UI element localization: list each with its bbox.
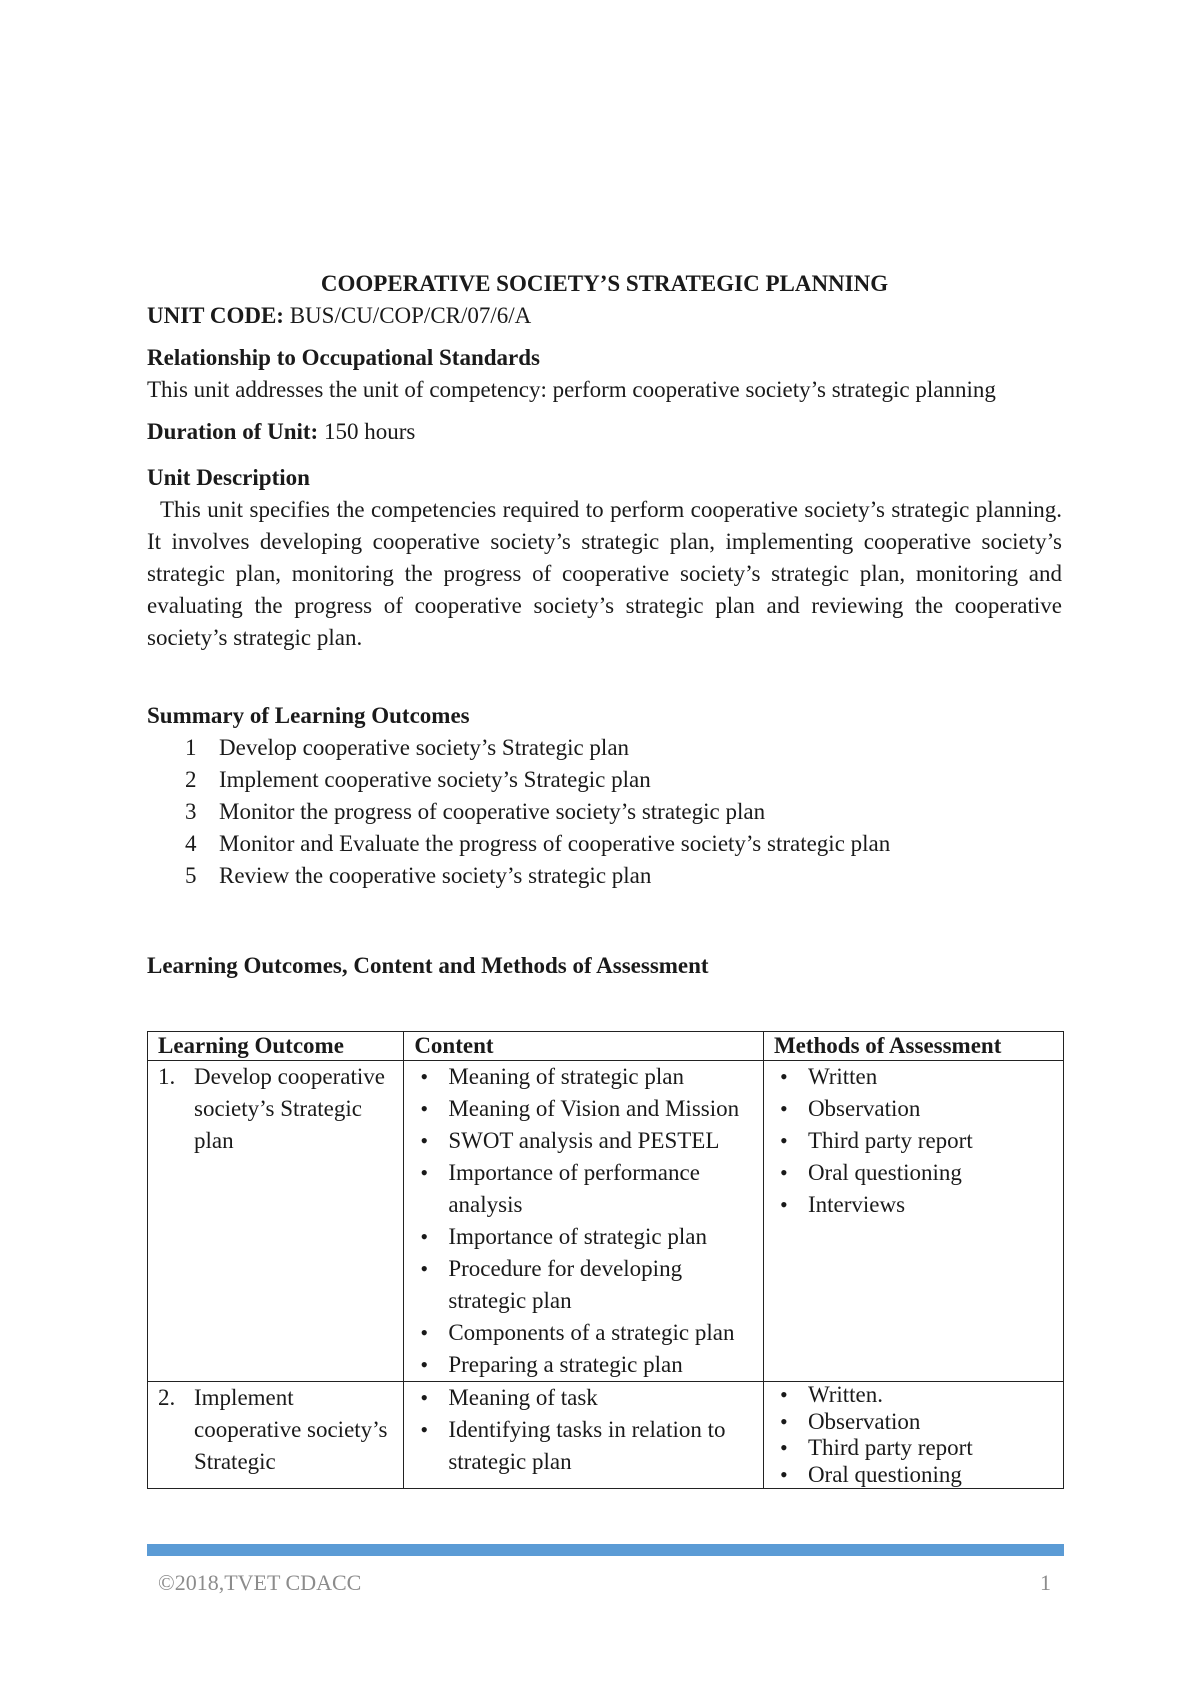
duration-label: Duration of Unit:: [147, 419, 319, 444]
summary-item-number: 2: [185, 767, 197, 792]
list-item: • Procedure for developing strategic plan: [414, 1253, 755, 1317]
header-learning-outcome: Learning Outcome: [148, 1032, 404, 1061]
summary-item: [147, 796, 1062, 828]
learning-outcomes-table: [147, 1031, 1064, 1489]
list-item: • Third party report: [774, 1125, 1055, 1157]
list-item: • Observation: [774, 1093, 1055, 1125]
list-item: • Identifying tasks in relation to strategic plan: [414, 1414, 755, 1478]
methods-list: [774, 1061, 1055, 1221]
duration-value: 150 hours: [318, 419, 416, 444]
summary-item: [147, 828, 1062, 860]
summary-item-text: Review the cooperative society’s strategic plan: [219, 863, 652, 888]
summary-item-text: Develop cooperative society’s Strategic plan: [219, 735, 630, 760]
table-header-row: [148, 1032, 1064, 1061]
outcome-text: Implement cooperative society’s Strategic: [194, 1385, 388, 1474]
table-heading-text: Learning Outcomes, Content and Methods of Assessment: [147, 953, 709, 978]
list-item: • Third party report: [774, 1435, 1055, 1462]
description-heading: [147, 462, 1062, 494]
methods-list: [774, 1382, 1055, 1488]
summary-item: [147, 764, 1062, 796]
list-item: • Written.: [774, 1382, 1055, 1409]
footer-copyright: ©2018,TVET CDACC: [158, 1570, 362, 1595]
summary-heading: [147, 700, 1062, 732]
summary-heading-text: Summary of Learning Outcomes: [147, 703, 470, 728]
summary-item-text: Implement cooperative society’s Strategic plan: [219, 767, 651, 792]
page-number: 1: [1040, 1570, 1051, 1595]
unit-code-value: BUS/CU/COP/CR/07/6/A: [283, 303, 532, 328]
table-heading: [147, 950, 1062, 982]
list-item: • Importance of performance analysis: [414, 1157, 755, 1221]
summary-item-number: 1: [185, 735, 197, 760]
list-item: • Meaning of Vision and Mission: [414, 1093, 755, 1125]
relationship-text: This unit addresses the unit of competency: perform cooperative society’s strategic planning: [147, 377, 996, 402]
content-list: [414, 1061, 755, 1381]
list-item: • SWOT analysis and PESTEL: [414, 1125, 755, 1157]
summary-item-number: 5: [185, 863, 197, 888]
content-cell: [404, 1061, 764, 1382]
content-list: [414, 1382, 755, 1478]
list-item: • Observation: [774, 1409, 1055, 1436]
footer-bar: [147, 1544, 1064, 1556]
relationship-heading: [147, 342, 1062, 374]
header-methods: Methods of Assessment: [763, 1032, 1063, 1061]
duration: [147, 416, 1062, 448]
description-text: [147, 494, 1062, 654]
list-item: • Meaning of strategic plan: [414, 1061, 755, 1093]
unit-code: [147, 300, 1062, 332]
description-text-body: This unit specifies the competencies required to perform cooperative society’s strategic planning. It involves developing cooperative society’s strategic plan, implementing cooperative society’s strategic plan, monitoring the progress of cooperative society’s strategic plan, monitoring and evaluating the progress of cooperative society’s strategic plan and reviewing the cooperative society’s strategic plan.: [147, 497, 1062, 650]
table-row: [148, 1061, 1064, 1382]
document-title: COOPERATIVE SOCIETY’S STRATEGIC PLANNING: [320, 271, 889, 296]
outcome-text: Develop cooperative society’s Strategic plan: [194, 1064, 385, 1153]
methods-cell: [763, 1382, 1063, 1489]
description-heading-text: Unit Description: [147, 465, 310, 490]
summary-item-number: 3: [185, 799, 197, 824]
list-item: • Preparing a strategic plan: [414, 1349, 755, 1381]
list-item: • Interviews: [774, 1189, 1055, 1221]
document-body: [147, 268, 1062, 982]
content-cell: [404, 1382, 764, 1489]
unit-code-label: UNIT CODE:: [147, 303, 284, 328]
summary-item-text: Monitor the progress of cooperative society’s strategic plan: [219, 799, 766, 824]
outcome-number: 1.: [158, 1064, 176, 1089]
summary-item-number: 4: [185, 831, 197, 856]
relationship-heading-text: Relationship to Occupational Standards: [147, 345, 540, 370]
summary-list: [147, 732, 1062, 892]
header-content: Content: [404, 1032, 764, 1061]
outcome-cell: [148, 1061, 404, 1382]
summary-item-text: Monitor and Evaluate the progress of cooperative society’s strategic plan: [219, 831, 891, 856]
table-row: [148, 1382, 1064, 1489]
list-item: • Components of a strategic plan: [414, 1317, 755, 1349]
outcome-cell: [148, 1382, 404, 1489]
list-item: • Written: [774, 1061, 1055, 1093]
summary-item: [147, 732, 1062, 764]
list-item: • Oral questioning: [774, 1157, 1055, 1189]
outcome-number: 2.: [158, 1385, 176, 1410]
list-item: • Oral questioning: [774, 1462, 1055, 1489]
summary-item: [147, 860, 1062, 892]
list-item: • Meaning of task: [414, 1382, 755, 1414]
methods-cell: [763, 1061, 1063, 1382]
list-item: • Importance of strategic plan: [414, 1221, 755, 1253]
